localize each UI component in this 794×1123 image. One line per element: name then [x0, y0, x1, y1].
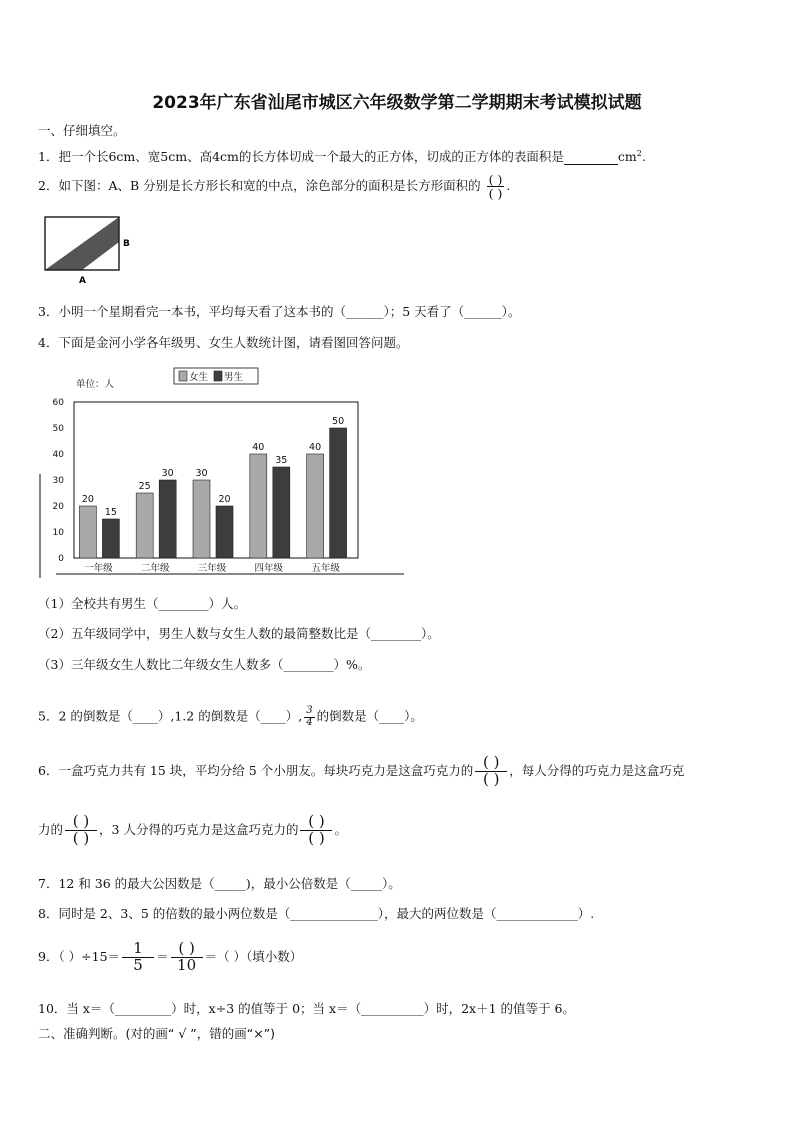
legend-label-female: 女生 — [189, 372, 209, 383]
legend-swatch-male — [214, 371, 222, 381]
q9-fraction-2[interactable] — [171, 941, 203, 974]
y-tick-label: 10 — [52, 528, 64, 538]
rectangle-figure — [40, 212, 140, 288]
legend-swatch-female — [179, 371, 187, 381]
q6-fraction-3[interactable] — [300, 814, 332, 847]
q9-fraction-1 — [122, 941, 154, 974]
section-heading-fill-in: 一、仔细填空。 — [38, 123, 126, 138]
q6-fraction-3-numerator: ( ) — [300, 814, 332, 831]
q6-fraction-1[interactable] — [475, 755, 507, 788]
bar-female — [193, 480, 210, 558]
q4-text: 下面是金河小学各年级男、女生人数统计图，请看图回答问题。 — [58, 335, 409, 350]
bar-chart — [36, 362, 408, 582]
legend-label-male: 男生 — [224, 372, 244, 383]
y-tick-label: 20 — [52, 502, 64, 512]
q9-fraction-2-numerator: ( ) — [171, 941, 203, 958]
bar-value-label: 25 — [138, 481, 151, 492]
q6-text-3: 力的 — [38, 821, 64, 837]
q2-text: 如下图：A、B 分别是长方形长和宽的中点，涂色部分的面积是长方形面积的 — [58, 178, 481, 194]
bar-value-label: 50 — [332, 416, 345, 427]
q5-number: 5． — [38, 708, 59, 724]
q3-number: 3． — [38, 304, 59, 319]
label-b: B — [123, 239, 130, 249]
page-title: 2023年广东省汕尾市城区六年级数学第二学期期末考试模拟试题 — [152, 93, 642, 113]
q5-fraction-denominator: 4 — [306, 716, 313, 728]
q7-number: 7． — [38, 876, 59, 891]
q8-text: 同时是 2、3、5 的倍数的最小两位数是（______________），最大的两位数是（_____________）. — [58, 906, 595, 921]
bar-value-label: 20 — [218, 494, 231, 505]
q10-number: 10． — [38, 1001, 67, 1016]
q1-unit-power: 2 — [636, 148, 642, 158]
x-category-label: 三年级 — [197, 563, 227, 574]
label-a: A — [79, 276, 86, 286]
y-tick-label: 40 — [52, 450, 64, 460]
y-tick-label: 50 — [52, 424, 64, 434]
q6-fraction-1-numerator: ( ) — [475, 755, 507, 772]
q2-fraction-denominator: ( ) — [488, 186, 503, 202]
bar-value-label: 40 — [309, 442, 322, 453]
q6-text-1: 一盒巧克力共有 15 块，平均分给 5 个小朋友。每块巧克力是这盒巧克力的 — [58, 762, 474, 778]
bar-male — [216, 506, 233, 558]
q9-text-2: ＝ — [156, 948, 169, 964]
question-9 — [38, 941, 302, 974]
q2-fraction-numerator: ( ) — [488, 172, 503, 187]
y-axis-unit-label: 单位：人 — [76, 379, 115, 390]
question-8 — [38, 904, 594, 922]
bar-value-label: 40 — [252, 442, 265, 453]
bar-value-label: 35 — [275, 455, 288, 466]
y-tick-label: 30 — [52, 476, 64, 486]
question-6-line-2 — [38, 814, 347, 847]
question-1 — [38, 147, 646, 165]
q6-fraction-1-denominator: ( ) — [482, 769, 500, 788]
q4-number: 4． — [38, 335, 59, 350]
q2-number: 2． — [38, 178, 59, 194]
x-category-label: 四年级 — [254, 563, 284, 574]
q7-text: 12 和 36 的最大公因数是（_____)，最小公倍数是（_____）。 — [58, 876, 401, 891]
bar-female — [136, 493, 153, 558]
q6-text-2: ，每人分得的巧克力是这盒巧克 — [509, 762, 685, 778]
bar-male — [273, 467, 290, 558]
q9-fraction-1-numerator: 1 — [122, 941, 154, 958]
q6-text-5: 。 — [334, 821, 347, 837]
section-heading-true-false: 二、准确判断。(对的画“ √ ”，错的画“×”) — [38, 1026, 276, 1041]
q5-text-2: 的倒数是（____）。 — [316, 708, 423, 724]
bar-female — [79, 506, 96, 558]
q1-unit: cm — [617, 149, 637, 164]
q1-answer-blank[interactable] — [564, 149, 618, 165]
bar-male — [159, 480, 176, 558]
q8-number: 8． — [38, 906, 59, 921]
bar-value-label: 15 — [104, 507, 117, 518]
q10-text: 当 x＝（_________）时，x÷3 的值等于 0；当 x＝（__________）时，2x＋1 的值等于 6。 — [66, 1001, 575, 1016]
q4-sub-1: （1）全校共有男生（________）人。 — [38, 596, 246, 611]
question-10 — [38, 999, 575, 1017]
bar-value-label: 20 — [81, 494, 94, 505]
q3-text: 小明一个星期看完一本书，平均每天看了这本书的（______）；5 天看了（______）。 — [58, 304, 521, 319]
x-category-label: 二年级 — [140, 563, 170, 574]
q9-fraction-2-denominator: 10 — [177, 955, 197, 974]
question-7 — [38, 874, 401, 892]
bar-male — [102, 519, 119, 558]
bar-value-label: 30 — [161, 468, 174, 479]
question-3 — [38, 302, 520, 320]
q9-fraction-1-denominator: 5 — [133, 955, 143, 974]
q9-number: 9． — [38, 948, 59, 964]
q6-text-4: ，3 人分得的巧克力是这盒巧克力的 — [99, 821, 299, 837]
y-tick-label: 60 — [52, 398, 64, 408]
q9-text-1: （ ）÷15＝ — [58, 948, 121, 964]
bar-female — [250, 454, 267, 558]
q4-sub-3: （3）三年级女生人数比二年级女生人数多（________）%。 — [38, 657, 371, 672]
q6-fraction-2[interactable] — [65, 814, 97, 847]
question-2 — [38, 173, 510, 200]
bar-female — [307, 454, 324, 558]
question-4 — [38, 333, 408, 351]
q6-number: 6． — [38, 762, 59, 778]
q6-fraction-2-denominator: ( ) — [72, 828, 90, 847]
question-5 — [38, 706, 423, 728]
x-category-label: 五年级 — [311, 563, 340, 574]
bar-value-label: 30 — [195, 468, 208, 479]
q1-text: 把一个长6cm、宽5cm、高4cm的长方体切成一个最大的正方体，切成的正方体的表面积是 — [58, 149, 564, 164]
x-category-label: 一年级 — [84, 563, 113, 574]
q5-fraction-numerator: 3 — [306, 705, 313, 716]
q5-fraction — [304, 706, 314, 728]
q6-fraction-2-numerator: ( ) — [65, 814, 97, 831]
q5-text-1: 2 的倒数是（____）,1.2 的倒数是（____）, — [58, 708, 303, 724]
q6-fraction-3-denominator: ( ) — [308, 828, 325, 847]
y-tick-label: 0 — [58, 554, 64, 564]
q2-end: . — [506, 178, 511, 194]
q1-end: . — [641, 149, 646, 164]
question-6-line-1 — [38, 755, 684, 788]
q1-number: 1． — [38, 149, 59, 164]
q9-text-3: ＝（ ）（填小数） — [204, 948, 303, 964]
bar-male — [330, 428, 347, 558]
q4-sub-2: （2）五年级同学中，男生人数与女生人数的最简整数比是（________）。 — [38, 626, 440, 641]
q2-fraction[interactable] — [487, 173, 505, 200]
